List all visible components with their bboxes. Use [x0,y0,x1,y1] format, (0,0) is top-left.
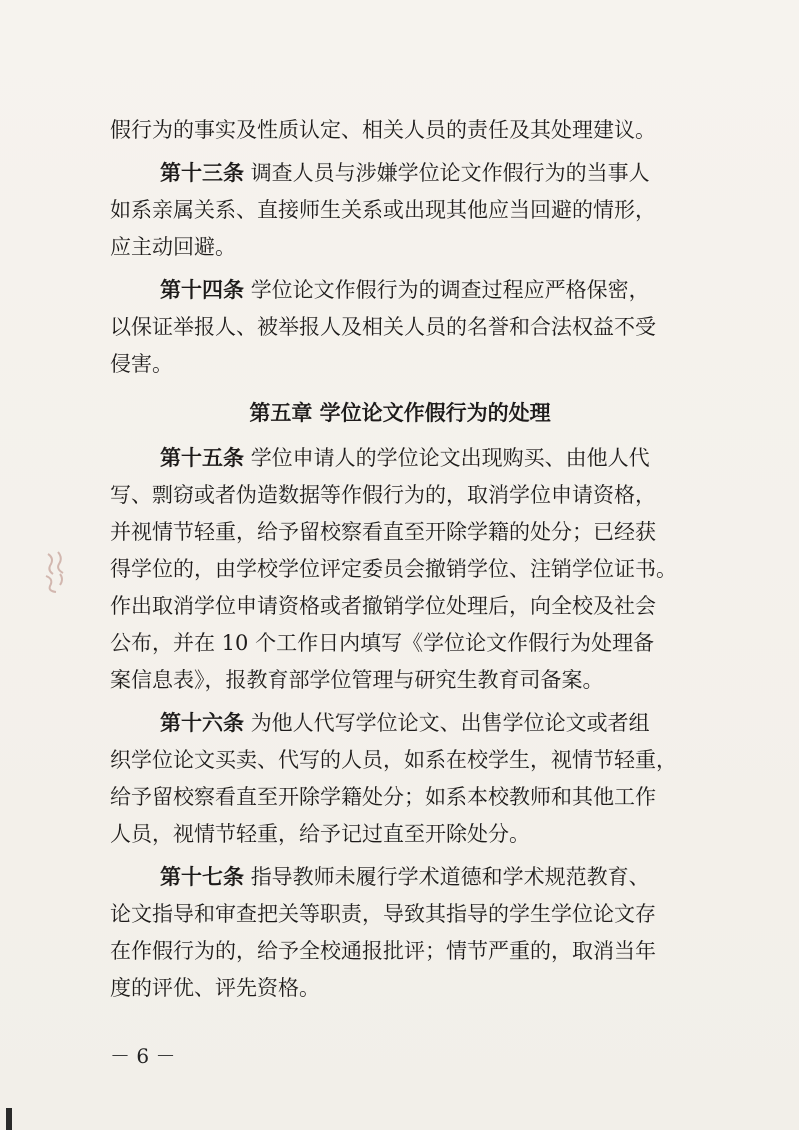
article-16-line-3: 给予留校察看直至开除学籍处分；如系本校教师和其他工作 [110,785,656,809]
article-13-heading: 第十三条 [160,161,244,185]
article-14-heading: 第十四条 [160,278,244,302]
article-13-line-2: 如系亲属关系、直接师生关系或出现其他应当回避的情形， [110,198,656,222]
article-15-line-6: 公布，并在 10 个工作日内填写《学位论文作假行为处理备 [110,631,655,655]
article-17-line-1: 指导教师未履行学术道德和学术规范教育、 [250,865,650,889]
article-15-line-1: 学位申请人的学位论文出现购买、由他人代 [250,446,650,470]
article-17 [110,859,690,1007]
article-17-line-4: 度的评优、评先资格。 [110,976,320,1000]
article-13-line-1: 调查人员与涉嫌学位论文作假行为的当事人 [250,161,650,185]
article-13 [110,155,690,266]
chapter-title: 第五章 学位论文作假行为的处理 [249,401,551,425]
article-16-heading: 第十六条 [160,711,244,735]
article-17-heading: 第十七条 [160,865,244,889]
article-14-line-1: 学位论文作假行为的调查过程应严格保密， [250,278,650,302]
article-15-line-4: 得学位的，由学校学位评定委员会撤销学位、注销学位证书。 [110,557,677,581]
article-14 [110,272,690,383]
document-body [110,112,690,1007]
continuation-line: 假行为的事实及性质认定、相关人员的责任及其处理建议。 [110,118,656,142]
article-17-line-3: 在作假行为的，给予全校通报批评；情节严重的，取消当年 [110,939,656,963]
article-17-line-2: 论文指导和审查把关等职责，导致其指导的学生学位论文存 [110,902,656,926]
article-16-line-4: 人员，视情节轻重，给予记过直至开除处分。 [110,822,530,846]
article-15 [110,440,690,699]
article-16 [110,705,690,853]
scan-edge-mark [6,1108,12,1130]
article-15-line-3: 并视情节轻重，给予留校察看直至开除学籍的处分；已经获 [110,520,656,544]
page-number: － 6 － [110,1044,176,1068]
seal-fragment-mark [40,548,74,596]
article-16-line-1: 为他人代写学位论文、出售学位论文或者组 [250,711,650,735]
article-14-line-2: 以保证举报人、被举报人及相关人员的名誉和合法权益不受 [110,315,656,339]
article-15-line-7: 案信息表》，报教育部学位管理与研究生教育司备案。 [110,668,604,692]
article-14-line-3: 侵害。 [110,352,173,376]
article-15-heading: 第十五条 [160,446,244,470]
article-15-line-5: 作出取消学位申请资格或者撤销学位处理后，向全校及社会 [110,594,656,618]
article-13-line-3: 应主动回避。 [110,235,236,259]
article-16-line-2: 织学位论文买卖、代写的人员，如系在校学生，视情节轻重， [110,748,677,772]
article-15-line-2: 写、剽窃或者伪造数据等作假行为的，取消学位申请资格， [110,483,656,507]
